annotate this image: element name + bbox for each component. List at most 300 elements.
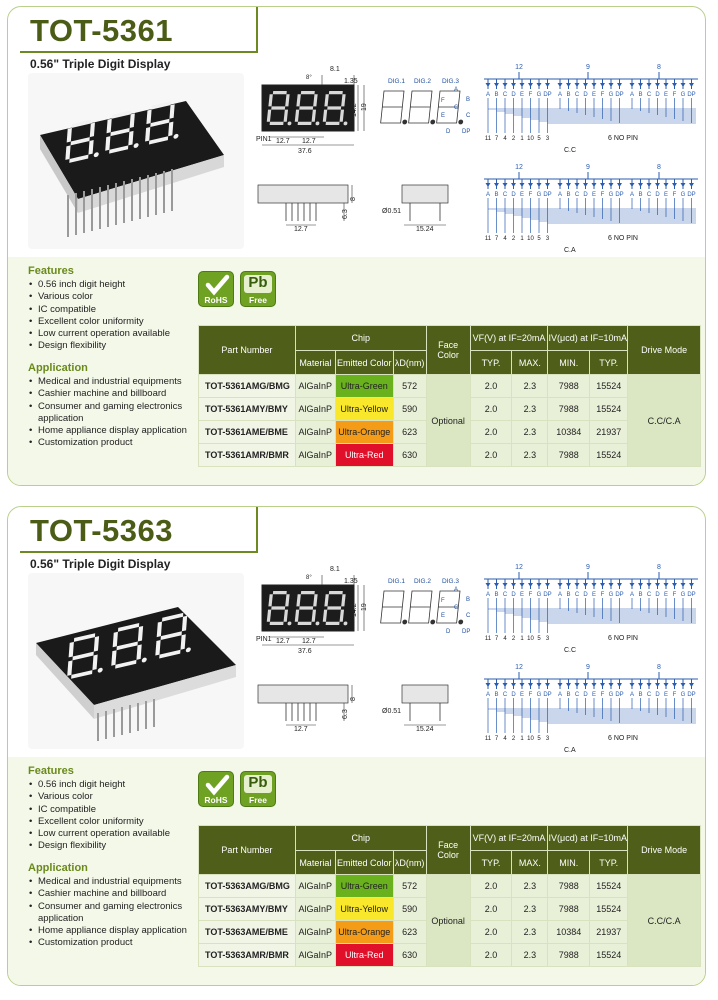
dimension-diagrams bbox=[252, 61, 702, 257]
wavelength-cell: 630 bbox=[393, 944, 426, 967]
vf-typ-cell: 2.0 bbox=[470, 921, 512, 944]
diagram-label: G bbox=[536, 92, 542, 98]
header-vf-typ: TYP. bbox=[470, 851, 512, 875]
diagram-label: DP bbox=[543, 192, 552, 198]
iv-typ-cell: 15524 bbox=[590, 375, 628, 398]
diagram-label: 8° bbox=[306, 75, 312, 81]
material-cell: AlGaInP bbox=[295, 875, 335, 898]
diagram-label: G bbox=[608, 692, 614, 698]
diagram-label: 8.1 bbox=[330, 566, 340, 573]
diagram-label: F bbox=[528, 592, 533, 598]
diagram-label: C bbox=[466, 613, 471, 619]
diagram-label: G bbox=[680, 592, 686, 598]
header-wavelength: λD(nm) bbox=[393, 851, 426, 875]
diagram-label: 2 bbox=[511, 236, 516, 242]
diagram-label: 1.35 bbox=[344, 78, 358, 85]
diagram-label: 6 NO PIN bbox=[608, 135, 638, 142]
diagram-label: C.C bbox=[564, 647, 577, 654]
diagram-label: G bbox=[608, 192, 614, 198]
part-number-cell: TOT-5363AMR/BMR bbox=[199, 944, 296, 967]
material-cell: AlGaInP bbox=[295, 921, 335, 944]
feature-item: • Design flexibility bbox=[28, 340, 188, 352]
rohs-badge bbox=[198, 271, 234, 307]
iv-typ-cell: 15524 bbox=[590, 398, 628, 421]
emitted-color-cell: Ultra-Orange bbox=[335, 421, 393, 444]
diagram-label: 5 bbox=[537, 736, 541, 742]
feature-item: • IC compatible bbox=[28, 804, 188, 816]
vf-typ-cell: 2.0 bbox=[470, 875, 512, 898]
diagram-label: A bbox=[629, 192, 635, 198]
title-divider bbox=[256, 507, 258, 553]
header-vf: VF(V) at IF=20mA bbox=[470, 826, 548, 851]
diagram-label: C bbox=[502, 192, 508, 198]
diagram-label: 10 bbox=[527, 636, 534, 642]
diagram-label: E bbox=[519, 192, 525, 198]
pb-label: Pb bbox=[248, 774, 268, 791]
diagram-label: 9 bbox=[586, 564, 590, 571]
diagram-label: 15.24 bbox=[416, 726, 434, 733]
diagram-label: DP bbox=[615, 692, 624, 698]
diagram-label: C bbox=[502, 692, 508, 698]
feature-item: • Low current operation available bbox=[28, 828, 188, 840]
product-photo bbox=[28, 573, 244, 749]
iv-min-cell: 10384 bbox=[548, 921, 590, 944]
diagram-label: DIG.3 bbox=[442, 578, 459, 585]
diagram-label: 10 bbox=[527, 136, 534, 142]
diagram-label: F bbox=[441, 98, 445, 104]
diagram-label: G bbox=[608, 592, 614, 598]
diagram-label: D bbox=[583, 192, 588, 198]
diagram-label: DIG.2 bbox=[414, 78, 431, 85]
dim-19: 19 bbox=[361, 103, 368, 111]
diagram-label: DP bbox=[462, 629, 471, 635]
diagram-label: B bbox=[638, 692, 643, 698]
title-divider bbox=[256, 7, 258, 53]
diagram-label: 4 bbox=[503, 236, 507, 242]
vf-typ-cell: 2.0 bbox=[470, 398, 512, 421]
application-list bbox=[28, 376, 194, 450]
diagram-label: C.A bbox=[564, 247, 576, 254]
header-iv-typ: TYP. bbox=[590, 851, 628, 875]
diagram-label: 8 bbox=[657, 564, 661, 571]
diagram-label: A bbox=[557, 192, 563, 198]
diagram-label: B bbox=[494, 92, 499, 98]
diagram-label: F bbox=[600, 92, 605, 98]
iv-min-cell: 7988 bbox=[548, 375, 590, 398]
diagram-label: E bbox=[519, 692, 525, 698]
diagram-label: G bbox=[680, 92, 686, 98]
diagram-label: F bbox=[672, 92, 677, 98]
diagram-label: C bbox=[574, 192, 580, 198]
material-cell: AlGaInP bbox=[295, 444, 335, 467]
diagram-label: 5 bbox=[537, 136, 541, 142]
application-item: • Consumer and gaming electronics application bbox=[28, 901, 194, 926]
diagram-label: 12 bbox=[515, 564, 523, 571]
diagram-label: D bbox=[446, 629, 451, 635]
diagram-label: A bbox=[485, 92, 491, 98]
diagram-label: 11 bbox=[484, 136, 492, 142]
diagram-label: G bbox=[536, 692, 542, 698]
diagram-label: B bbox=[566, 92, 571, 98]
wavelength-cell: 590 bbox=[393, 898, 426, 921]
vf-max-cell: 2.3 bbox=[512, 944, 548, 967]
table-row bbox=[199, 375, 701, 398]
diagram-label: A bbox=[454, 87, 459, 93]
application-heading: Application bbox=[28, 362, 88, 374]
diagram-label: B bbox=[566, 192, 571, 198]
dim-19: 19 bbox=[361, 603, 368, 611]
diagram-label: C bbox=[574, 592, 580, 598]
vf-max-cell: 2.3 bbox=[512, 421, 548, 444]
free-label: Free bbox=[249, 795, 267, 805]
iv-typ-cell: 15524 bbox=[590, 875, 628, 898]
diagram-label: 6 NO PIN bbox=[608, 235, 638, 242]
diagram-label: 12.7 bbox=[294, 726, 308, 733]
vf-max-cell: 2.3 bbox=[512, 898, 548, 921]
diagram-label: 7 bbox=[494, 636, 499, 642]
wavelength-cell: 590 bbox=[393, 398, 426, 421]
diagram-label: A bbox=[557, 592, 563, 598]
diagram-label: 1 bbox=[520, 636, 524, 642]
diagram-label: A bbox=[454, 587, 459, 593]
diagram-label: 2 bbox=[511, 736, 516, 742]
diagram-label: 12.7 bbox=[276, 638, 290, 645]
diagram-label: 8.1 bbox=[330, 66, 340, 73]
diagram-label: DP bbox=[543, 92, 552, 98]
header-emitted-color: Emitted Color bbox=[335, 351, 393, 375]
diagram-label: G bbox=[608, 92, 614, 98]
diagram-label: E bbox=[441, 113, 446, 119]
diagram-label: 12.7 bbox=[276, 138, 290, 145]
diagram-label: D bbox=[511, 192, 516, 198]
diagram-label: DP bbox=[462, 129, 471, 135]
diagram-label: 1 bbox=[520, 736, 524, 742]
pb-free-badge bbox=[240, 271, 276, 307]
diagram-label: D bbox=[583, 92, 588, 98]
diagram-label: 8 bbox=[657, 664, 661, 671]
header-iv-typ: TYP. bbox=[590, 351, 628, 375]
diagram-label: C bbox=[574, 692, 580, 698]
emitted-color-cell: Ultra-Red bbox=[335, 944, 393, 967]
diagram-label: D bbox=[511, 692, 516, 698]
diagram-label: 7 bbox=[494, 236, 499, 242]
free-label: Free bbox=[249, 295, 267, 305]
diagram-label: 6 NO PIN bbox=[608, 735, 638, 742]
diagram-label: 9 bbox=[586, 64, 590, 71]
header-face-color: Face Color bbox=[426, 826, 470, 875]
diagram-label: 2 bbox=[511, 136, 516, 142]
diagram-label: B bbox=[638, 192, 643, 198]
diagram-label: B bbox=[638, 92, 643, 98]
application-item: • Cashier machine and billboard bbox=[28, 388, 194, 400]
iv-min-cell: 10384 bbox=[548, 421, 590, 444]
diagram-label: 11 bbox=[484, 736, 492, 742]
feature-item: • 0.56 inch digit height bbox=[28, 279, 188, 291]
diagram-label: D bbox=[655, 592, 660, 598]
diagram-label: G bbox=[536, 592, 542, 598]
diagram-label: 9 bbox=[586, 664, 590, 671]
header-iv: IV(μcd) at IF=10mA bbox=[548, 326, 628, 351]
diagram-label: G bbox=[536, 192, 542, 198]
header-part-number: Part Number bbox=[199, 826, 296, 875]
diagram-label: 1.35 bbox=[344, 578, 358, 585]
header-chip: Chip bbox=[295, 826, 426, 851]
diagram-label: A bbox=[485, 692, 491, 698]
dim-14-2: 14.2 bbox=[351, 603, 358, 617]
dim-6-3: 6.3 bbox=[342, 709, 349, 719]
diagram-label: E bbox=[663, 592, 669, 598]
rohs-label: RoHS bbox=[204, 795, 228, 805]
diagram-label: DP bbox=[687, 692, 696, 698]
diagram-label: F bbox=[600, 192, 605, 198]
application-item: • Consumer and gaming electronics application bbox=[28, 401, 194, 426]
product-title: TOT-5361 bbox=[30, 13, 174, 48]
product-card-0 bbox=[7, 6, 706, 486]
diagram-label: 10 bbox=[527, 736, 534, 742]
diagram-label: C bbox=[646, 692, 652, 698]
header-vf-max: MAX. bbox=[512, 851, 548, 875]
vf-typ-cell: 2.0 bbox=[470, 944, 512, 967]
material-cell: AlGaInP bbox=[295, 898, 335, 921]
diagram-label: 12 bbox=[515, 164, 523, 171]
application-item: • Home appliance display application bbox=[28, 925, 194, 937]
diagram-label: D bbox=[511, 592, 516, 598]
diagram-label: 11 bbox=[484, 636, 492, 642]
product-subtitle: 0.56" Triple Digit Display bbox=[30, 57, 171, 71]
application-item: • Medical and industrial equipments bbox=[28, 876, 194, 888]
iv-min-cell: 7988 bbox=[548, 875, 590, 898]
diagram-label: G bbox=[454, 105, 459, 111]
diagram-label: DP bbox=[615, 592, 624, 598]
diagram-label: B bbox=[494, 692, 499, 698]
diagram-label: 15.24 bbox=[416, 226, 434, 233]
vf-typ-cell: 2.0 bbox=[470, 898, 512, 921]
diagram-label: DIG.1 bbox=[388, 578, 405, 585]
diagram-label: PIN1 bbox=[256, 136, 272, 143]
diagram-label: B bbox=[466, 97, 471, 103]
product-subtitle: 0.56" Triple Digit Display bbox=[30, 557, 171, 571]
diagram-label: E bbox=[441, 613, 446, 619]
wavelength-cell: 630 bbox=[393, 444, 426, 467]
feature-item: • Design flexibility bbox=[28, 840, 188, 852]
vf-max-cell: 2.3 bbox=[512, 375, 548, 398]
diagram-label: F bbox=[672, 192, 677, 198]
diagram-label: D bbox=[655, 692, 660, 698]
header-part-number: Part Number bbox=[199, 326, 296, 375]
emitted-color-cell: Ultra-Green bbox=[335, 875, 393, 898]
diagram-label: 12.7 bbox=[302, 138, 316, 145]
diagram-label: 9 bbox=[586, 164, 590, 171]
diagram-label: D bbox=[511, 92, 516, 98]
header-emitted-color: Emitted Color bbox=[335, 851, 393, 875]
pb-free-badge bbox=[240, 771, 276, 807]
diagram-label: A bbox=[629, 692, 635, 698]
dimension-drawing bbox=[252, 61, 702, 257]
header-iv-min: MIN. bbox=[548, 351, 590, 375]
diagram-label: F bbox=[528, 692, 533, 698]
material-cell: AlGaInP bbox=[295, 421, 335, 444]
diagram-label: C bbox=[646, 192, 652, 198]
diagram-label: Ø0.51 bbox=[382, 208, 402, 215]
header-iv-min: MIN. bbox=[548, 851, 590, 875]
vf-typ-cell: 2.0 bbox=[470, 421, 512, 444]
part-number-cell: TOT-5361AME/BME bbox=[199, 421, 296, 444]
table-row bbox=[199, 875, 701, 898]
emitted-color-cell: Ultra-Green bbox=[335, 375, 393, 398]
diagram-label: 12 bbox=[515, 664, 523, 671]
rohs-label: RoHS bbox=[204, 295, 228, 305]
iv-min-cell: 7988 bbox=[548, 398, 590, 421]
diagram-label: A bbox=[629, 592, 635, 598]
diagram-label: E bbox=[591, 92, 597, 98]
pb-label: Pb bbox=[248, 274, 268, 291]
diagram-label: DP bbox=[615, 192, 624, 198]
diagram-label: 4 bbox=[503, 136, 507, 142]
part-number-cell: TOT-5363AMG/BMG bbox=[199, 875, 296, 898]
face-color-cell: Optional bbox=[426, 875, 470, 967]
feature-item: • Various color bbox=[28, 291, 188, 303]
diagram-label: 12 bbox=[515, 64, 523, 71]
application-item: • Medical and industrial equipments bbox=[28, 376, 194, 388]
iv-min-cell: 7988 bbox=[548, 898, 590, 921]
diagram-label: A bbox=[485, 192, 491, 198]
diagram-label: C.A bbox=[564, 747, 576, 754]
features-list bbox=[28, 279, 188, 353]
application-item: • Home appliance display application bbox=[28, 425, 194, 437]
title-underline bbox=[20, 51, 256, 53]
diagram-label: D bbox=[583, 592, 588, 598]
diagram-label: C bbox=[502, 592, 508, 598]
vf-typ-cell: 2.0 bbox=[470, 375, 512, 398]
dim-6-3: 6.3 bbox=[342, 209, 349, 219]
material-cell: AlGaInP bbox=[295, 944, 335, 967]
diagram-label: 11 bbox=[484, 236, 492, 242]
drive-mode-cell: C.C/C.A bbox=[628, 875, 701, 967]
diagram-label: 1 bbox=[520, 136, 524, 142]
diagram-label: DP bbox=[687, 192, 696, 198]
diagram-label: 10 bbox=[527, 236, 534, 242]
vf-typ-cell: 2.0 bbox=[470, 444, 512, 467]
product-photo bbox=[28, 73, 244, 249]
diagram-label: F bbox=[672, 692, 677, 698]
diagram-label: F bbox=[672, 592, 677, 598]
part-number-cell: TOT-5361AMR/BMR bbox=[199, 444, 296, 467]
dim-8: 8 bbox=[350, 197, 357, 201]
features-list bbox=[28, 779, 188, 853]
diagram-label: 4 bbox=[503, 636, 507, 642]
diagram-label: 3 bbox=[545, 136, 550, 142]
iv-typ-cell: 15524 bbox=[590, 898, 628, 921]
header-wavelength: λD(nm) bbox=[393, 351, 426, 375]
diagram-label: DIG.3 bbox=[442, 78, 459, 85]
diagram-label: DP bbox=[543, 692, 552, 698]
diagram-label: E bbox=[663, 92, 669, 98]
dim-14-2: 14.2 bbox=[351, 103, 358, 117]
diagram-label: 6 NO PIN bbox=[608, 635, 638, 642]
diagram-label: C.C bbox=[564, 147, 577, 154]
drive-mode-cell: C.C/C.A bbox=[628, 375, 701, 467]
diagram-label: C bbox=[646, 592, 652, 598]
diagram-label: DIG.1 bbox=[388, 78, 405, 85]
diagram-label: 3 bbox=[545, 636, 550, 642]
certification-badges bbox=[198, 271, 282, 307]
rohs-badge bbox=[198, 771, 234, 807]
diagram-label: 8° bbox=[306, 575, 312, 581]
header-material: Material bbox=[295, 851, 335, 875]
material-cell: AlGaInP bbox=[295, 398, 335, 421]
iv-typ-cell: 15524 bbox=[590, 444, 628, 467]
diagram-label: F bbox=[600, 592, 605, 598]
dimension-diagrams bbox=[252, 561, 702, 757]
diagram-label: B bbox=[566, 692, 571, 698]
spec-table bbox=[198, 825, 701, 967]
material-cell: AlGaInP bbox=[295, 375, 335, 398]
diagram-label: E bbox=[519, 92, 525, 98]
iv-typ-cell: 21937 bbox=[590, 921, 628, 944]
product-card-1 bbox=[7, 506, 706, 986]
diagram-label: DP bbox=[687, 592, 696, 598]
diagram-label: DP bbox=[687, 92, 696, 98]
diagram-label: 3 bbox=[545, 736, 550, 742]
diagram-label: 3 bbox=[545, 236, 550, 242]
diagram-label: B bbox=[494, 192, 499, 198]
feature-item: • IC compatible bbox=[28, 304, 188, 316]
header-material: Material bbox=[295, 351, 335, 375]
iv-min-cell: 7988 bbox=[548, 944, 590, 967]
header-iv: IV(μcd) at IF=10mA bbox=[548, 826, 628, 851]
diagram-label: E bbox=[519, 592, 525, 598]
part-number-cell: TOT-5363AMY/BMY bbox=[199, 898, 296, 921]
iv-min-cell: 7988 bbox=[548, 444, 590, 467]
diagram-label: 1 bbox=[520, 236, 524, 242]
product-title: TOT-5363 bbox=[30, 513, 174, 548]
header-vf-typ: TYP. bbox=[470, 351, 512, 375]
header-drive-mode: Drive Mode bbox=[628, 826, 701, 875]
header-face-color: Face Color bbox=[426, 326, 470, 375]
diagram-label: B bbox=[566, 592, 571, 598]
dimension-drawing bbox=[252, 561, 702, 757]
vf-max-cell: 2.3 bbox=[512, 921, 548, 944]
diagram-label: 7 bbox=[494, 136, 499, 142]
header-vf: VF(V) at IF=20mA bbox=[470, 326, 548, 351]
emitted-color-cell: Ultra-Red bbox=[335, 444, 393, 467]
diagram-label: B bbox=[466, 597, 471, 603]
spec-table bbox=[198, 325, 701, 467]
application-item: • Customization product bbox=[28, 937, 194, 949]
vf-max-cell: 2.3 bbox=[512, 875, 548, 898]
diagram-label: Ø0.51 bbox=[382, 708, 402, 715]
diagram-label: DP bbox=[615, 92, 624, 98]
diagram-label: B bbox=[494, 592, 499, 598]
diagram-label: E bbox=[591, 192, 597, 198]
iv-typ-cell: 15524 bbox=[590, 944, 628, 967]
diagram-label: 5 bbox=[537, 236, 541, 242]
header-drive-mode: Drive Mode bbox=[628, 326, 701, 375]
face-color-cell: Optional bbox=[426, 375, 470, 467]
emitted-color-cell: Ultra-Yellow bbox=[335, 898, 393, 921]
diagram-label: DP bbox=[543, 592, 552, 598]
application-list bbox=[28, 876, 194, 950]
diagram-label: 4 bbox=[503, 736, 507, 742]
diagram-label: G bbox=[680, 192, 686, 198]
wavelength-cell: 623 bbox=[393, 421, 426, 444]
diagram-label: F bbox=[441, 598, 445, 604]
application-item: • Customization product bbox=[28, 437, 194, 449]
diagram-label: D bbox=[655, 92, 660, 98]
diagram-label: C bbox=[466, 113, 471, 119]
diagram-label: C bbox=[502, 92, 508, 98]
part-number-cell: TOT-5361AMG/BMG bbox=[199, 375, 296, 398]
